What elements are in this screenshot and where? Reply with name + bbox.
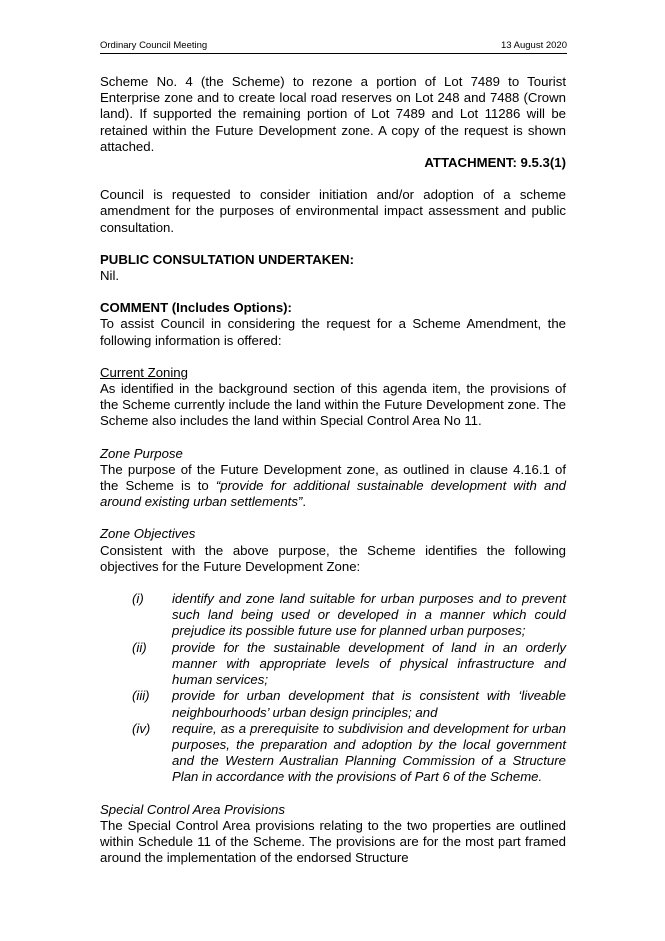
objectives-list	[100, 591, 566, 785]
header-meeting-title: Ordinary Council Meeting	[100, 40, 208, 51]
current-zoning-heading-text: Current Zoning	[100, 364, 188, 380]
list-item	[100, 591, 566, 640]
list-item-number: (i)	[132, 591, 144, 607]
sca-heading: Special Control Area Provisions	[100, 801, 285, 817]
attachment-reference: ATTACHMENT: 9.5.3(1)	[424, 155, 566, 171]
list-item-number: (iii)	[132, 688, 150, 704]
current-zoning-heading	[100, 365, 566, 381]
list-item-number: (ii)	[132, 639, 147, 655]
list-item	[100, 688, 566, 720]
list-item-number: (iv)	[132, 720, 151, 736]
council-request-paragraph: Council is requested to consider initiation and/or adoption of a scheme amendment for the purposes of environmental impact assessment and public consultation.	[100, 187, 566, 235]
zone-purpose-text	[100, 462, 566, 511]
zone-objectives-heading: Zone Objectives	[100, 526, 196, 542]
current-zoning-text: As identified in the background section of this agenda item, the provisions of the Scheme currently include the land within the Future Development zone. The Scheme also includes the land within Special Control Area No 11.	[100, 381, 566, 429]
zone-purpose-end: .	[302, 494, 306, 510]
list-item-text: provide for the sustainable development of land in an orderly manner with appropriate levels of physical infrastructure and human services;	[172, 639, 566, 688]
list-item-text: provide for urban development that is consistent with ‘liveable neighbourhoods’ urban design principles; and	[172, 688, 566, 720]
sca-text: The Special Control Area provisions relating to the two properties are outlined within Schedule 11 of the Scheme. The provisions are for the most part framed around the implementation of the endorsed Structure	[100, 817, 566, 866]
header-divider	[100, 53, 567, 54]
zone-purpose-quote: “provide for additional sustainable development with and around existing urban settlements”	[100, 478, 566, 510]
consultation-heading: PUBLIC CONSULTATION UNDERTAKEN:	[100, 251, 354, 267]
intro-paragraph: Scheme No. 4 (the Scheme) to rezone a portion of Lot 7489 to Tourist Enterprise zone and to create local road reserves on Lot 248 and 7488 (Crown land). If supported the remaining portion of Lot 7489 and Lot 11286 will be retained within the Future Development zone. A copy of the request is shown attached.	[100, 74, 566, 154]
list-item-text: require, as a prerequisite to subdivision and development for urban purposes, the preparation and adoption by the local government and the Western Australian Planning Commission of a Structure Plan in accordance with the provisions of Part 6 of the Scheme.	[172, 720, 566, 785]
list-item	[100, 640, 566, 689]
consultation-text: Nil.	[100, 268, 120, 284]
zone-objectives-text: Consistent with the above purpose, the Scheme identifies the following objectives for the Future Development Zone:	[100, 542, 566, 574]
comment-heading: COMMENT (Includes Options):	[100, 300, 292, 316]
list-item	[100, 721, 566, 786]
comment-text: To assist Council in considering the request for a Scheme Amendment, the following information is offered:	[100, 316, 566, 348]
list-item-text: identify and zone land suitable for urban purposes and to prevent such land being used or developed in a manner which could prejudice its possible future use for planned urban purposes;	[172, 591, 566, 639]
document-body	[100, 74, 566, 866]
zone-purpose-heading: Zone Purpose	[100, 445, 183, 461]
zone-purpose-plain: The purpose of the Future Development zone, as outlined in clause 4.16.1 of the Scheme is to	[100, 461, 566, 494]
header-date: 13 August 2020	[500, 40, 567, 51]
